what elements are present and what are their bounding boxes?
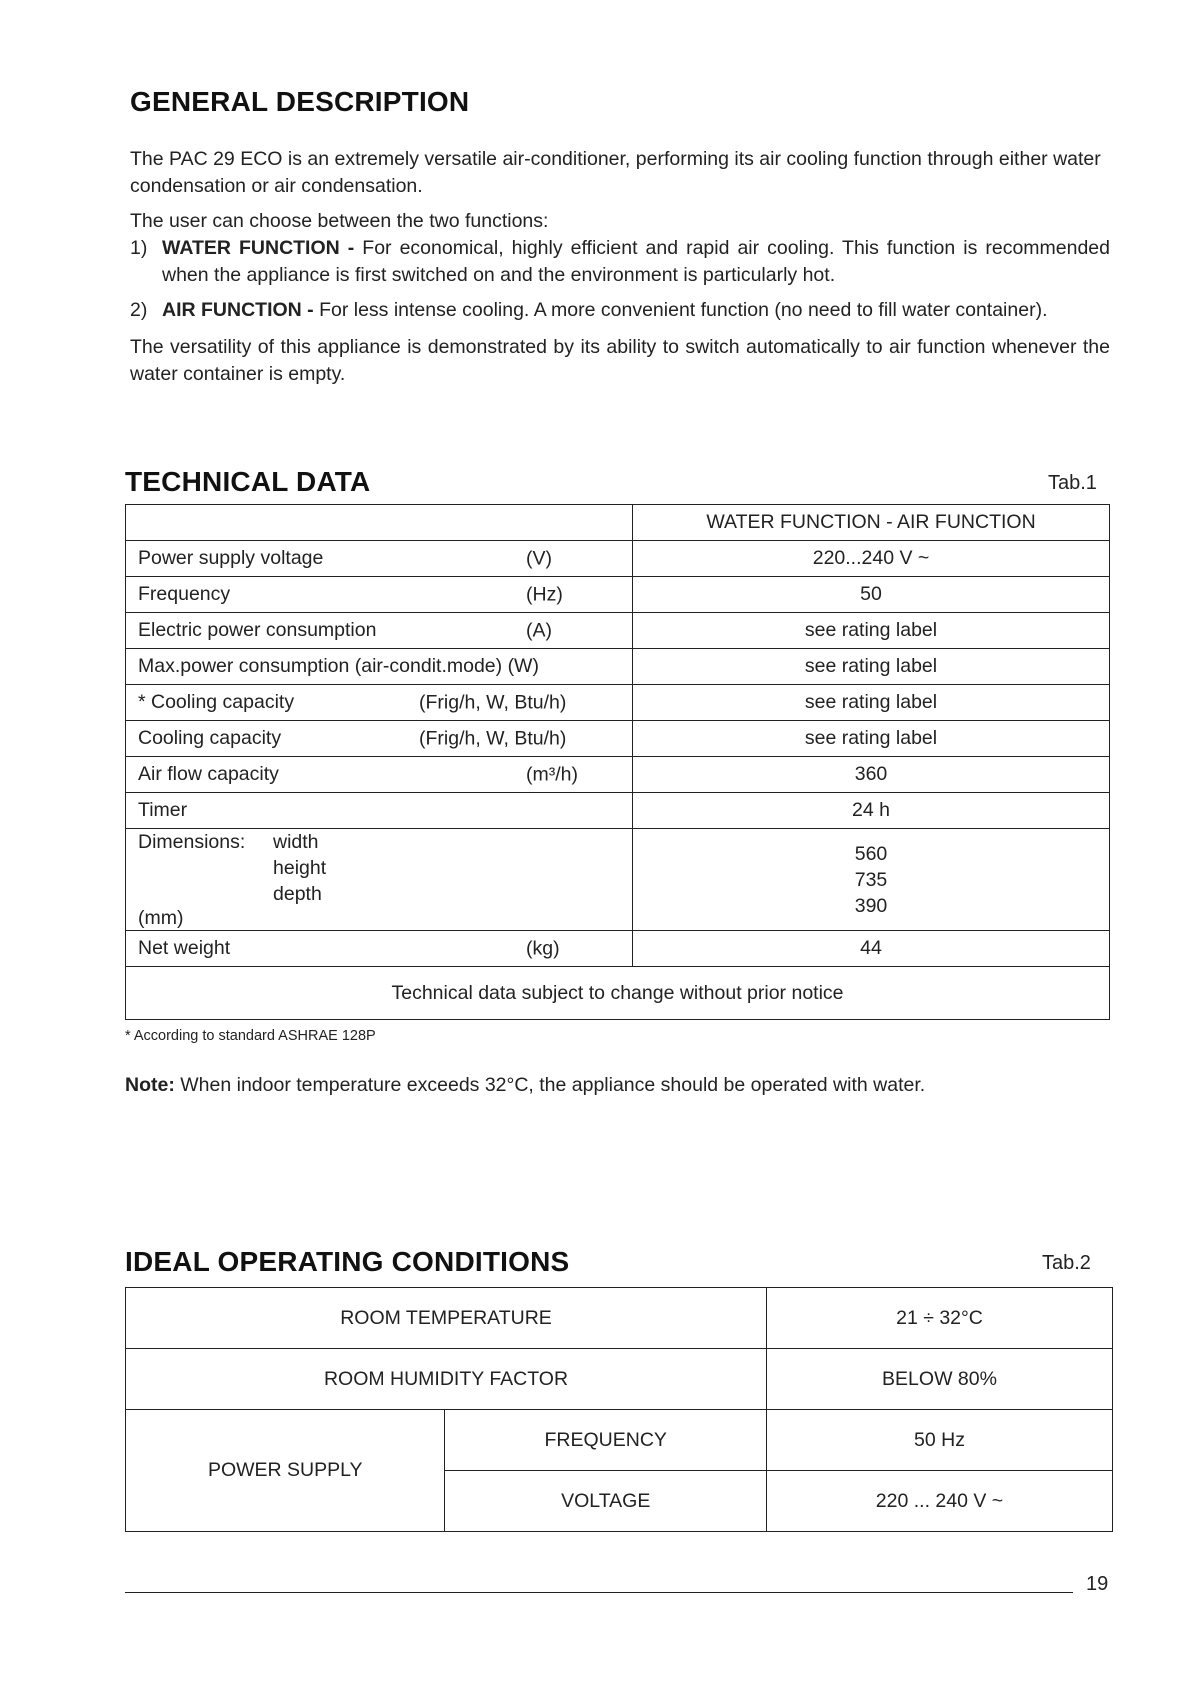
row-value: see rating label [633,613,1110,649]
function-item-air [130,297,1110,324]
technical-data-table [125,504,1110,1020]
humidity-value: BELOW 80% [767,1349,1113,1410]
row-label: Cooling capacity [138,727,282,749]
table-row [126,721,1110,757]
table-row [126,577,1110,613]
net-weight-row [126,931,1110,967]
function-header: WATER FUNCTION - AIR FUNCTION [633,505,1110,541]
row-value: 360 [633,757,1110,793]
row-value: see rating label [633,685,1110,721]
table-row [126,1288,1113,1349]
tab1-reference: Tab.1 [1048,472,1097,494]
room-temperature-label: ROOM TEMPERATURE [126,1288,767,1349]
change-notice: Technical data subject to change without prior notice [126,967,1110,1020]
row-unit: (Frig/h, W, Btu/h) [419,727,567,749]
voltage-label: VOLTAGE [445,1471,767,1532]
row-unit: (Frig/h, W, Btu/h) [419,691,567,713]
dimensions-row [126,829,1110,931]
general-intro: The PAC 29 ECO is an extremely versatile air-conditioner, performing its air cooling function through either water condensation or air condensation. [130,148,1101,197]
row-value: 24 h [633,793,1110,829]
dimensions-unit: (mm) [138,907,184,929]
voltage-value: 220 ... 240 V ~ [767,1471,1113,1532]
page-number: 19 [1086,1573,1109,1595]
table-header-row [126,505,1110,541]
air-function-label: AIR FUNCTION - [162,299,314,321]
row-label: Frequency [138,583,231,605]
row-value: 220...240 V ~ [633,541,1110,577]
function-item-water [130,235,1110,289]
footer-rule [125,1592,1073,1593]
table-row [126,1410,1113,1471]
table-row [126,541,1110,577]
row-value: 50 [633,577,1110,613]
table-row [126,757,1110,793]
choose-functions-text: The user can choose between the two functions: [130,210,549,232]
tab2-reference: Tab.2 [1042,1252,1091,1274]
room-temperature-value: 21 ÷ 32°C [767,1288,1113,1349]
ashrae-footnote: * According to standard ASHRAE 128P [125,1028,376,1044]
row-label: Max.power consumption (air-condit.mode) (W) [138,655,539,677]
row-label: Net weight [138,937,231,959]
ideal-conditions-title: IDEAL OPERATING CONDITIONS [125,1246,570,1277]
notice-row [126,967,1110,1020]
row-unit: (Hz) [526,583,563,605]
air-function-text: For less intense cooling. A more convenient function (no need to fill water container). [319,299,1048,321]
dimension-value: 560 [854,842,888,865]
row-label: Power supply voltage [138,547,324,569]
row-unit: (kg) [526,937,560,959]
row-label: Air flow capacity [138,763,279,785]
table-row [126,685,1110,721]
row-unit: (m³/h) [526,763,578,785]
note-label: Note: [125,1074,175,1096]
dimension-value: 390 [854,894,888,917]
item-number: 2) [130,299,148,321]
humidity-label: ROOM HUMIDITY FACTOR [126,1349,767,1410]
technical-data-title: TECHNICAL DATA [125,466,371,497]
table-row [126,1349,1113,1410]
dimension-part: height [273,857,327,879]
table-row [126,649,1110,685]
power-supply-label: POWER SUPPLY [126,1410,445,1532]
water-function-label: WATER FUNCTION - [162,237,355,259]
row-value: see rating label [633,721,1110,757]
row-label: Electric power consumption [138,619,377,641]
versatility-text: The versatility of this appliance is demonstrated by its ability to switch automatically to air function whenever the water container is empty. [130,336,1110,385]
dimensions-label: Dimensions: [138,831,246,853]
general-description-title: GENERAL DESCRIPTION [130,86,470,117]
row-value: 44 [633,931,1110,967]
frequency-label: FREQUENCY [445,1410,767,1471]
dimension-part: depth [273,883,322,905]
dimension-value: 735 [854,868,888,891]
frequency-value: 50 Hz [767,1410,1113,1471]
table-row [126,613,1110,649]
note-text: Note: When indoor temperature exceeds 32°C, the appliance should be operated with water. [125,1074,926,1096]
dimension-part: width [273,831,319,853]
table-row [126,793,1110,829]
row-label: Timer [138,799,188,821]
ideal-conditions-table [125,1287,1113,1532]
row-unit: (A) [526,619,552,641]
item-number: 1) [130,237,148,259]
row-label: * Cooling capacity [138,691,295,713]
water-function-text: For economical, highly efficient and rapid air cooling. This function is recommended when the appliance is first switched on and the environment is particularly hot. [162,237,1110,286]
row-unit: (V) [526,547,552,569]
row-value: see rating label [633,649,1110,685]
